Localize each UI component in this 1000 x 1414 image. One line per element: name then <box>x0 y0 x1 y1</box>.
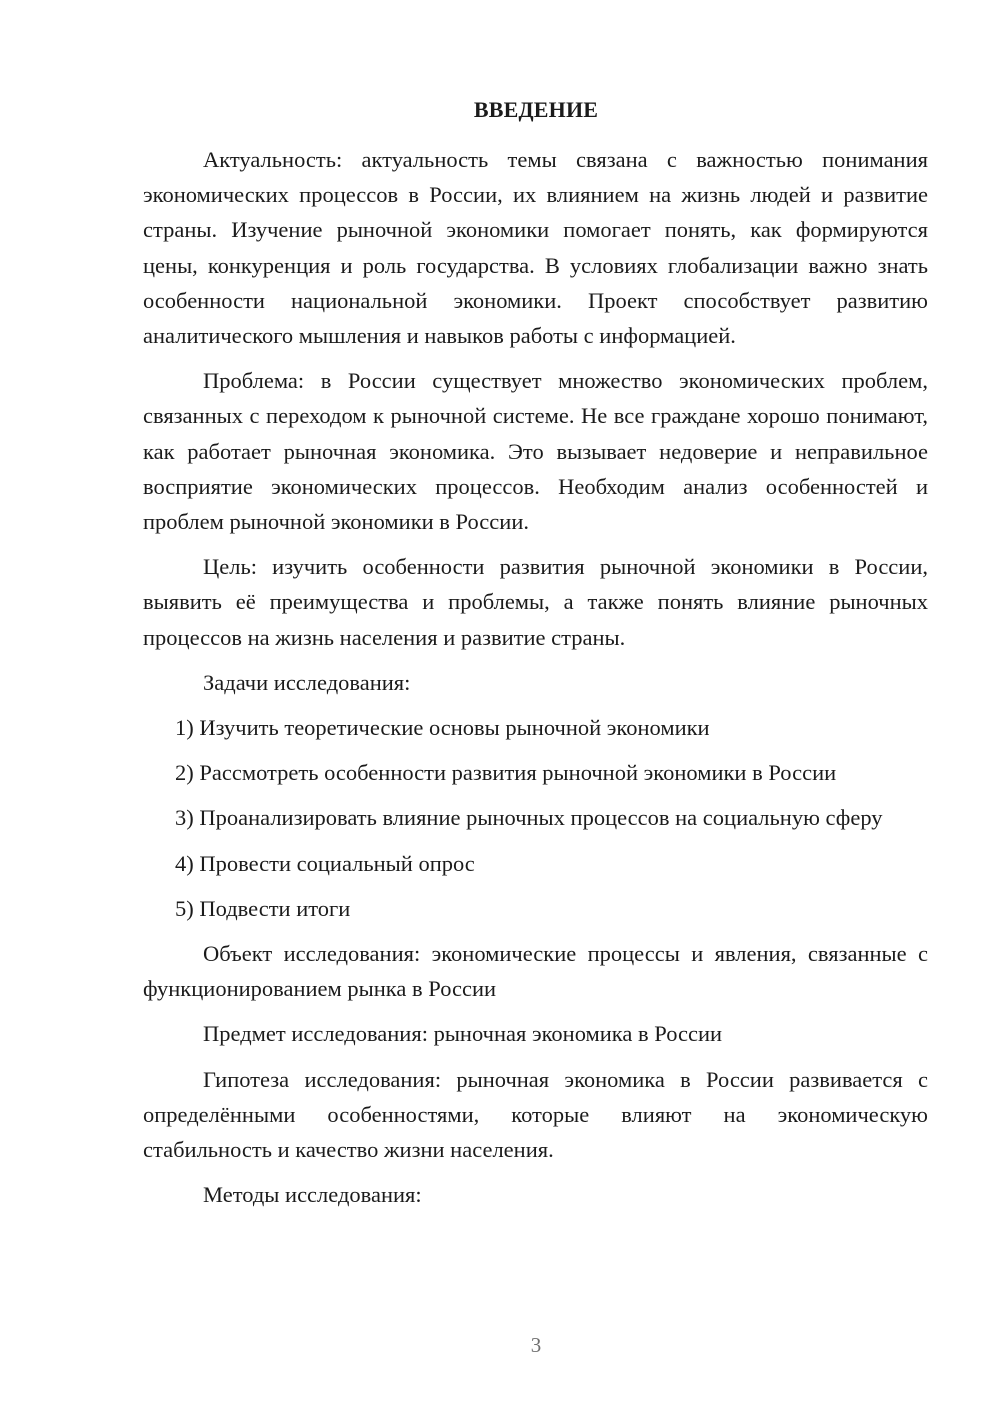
task-item: 2) Рассмотреть особенности развития рыночной экономики в России <box>175 760 837 786</box>
task-item: 4) Провести социальный опрос <box>175 850 475 876</box>
task-item: 5) Подвести итоги <box>175 895 351 921</box>
paragraph-relevance: Актуальность: актуальность темы связана с важностью понимания экономических процессов в России, их влиянием на жизнь людей и развитие страны. Изучение рыночной экономики помогает понять, как формируются цены, конкуренция и роль государства. В условиях глобализации важно знать особенности национальной экономики. Проект способствует развитию аналитического мышления и навыков работы с информацией. <box>143 147 928 349</box>
task-item: 3) Проанализировать влияние рыночных процессов на социальную сферу <box>175 805 883 831</box>
paragraph-methods: Методы исследования: <box>203 1182 422 1208</box>
paragraph-object: Объект исследования: экономические процессы и явления, связанные с функционированием рынка в России <box>143 941 928 1002</box>
page-title: ВВЕДЕНИЕ <box>473 97 599 122</box>
paragraph-goal: Цель: изучить особенности развития рыночной экономики в России, выявить её преимущества и проблемы, а также понять влияние рыночных процессов на жизнь населения и развитие страны. <box>143 554 928 650</box>
paragraph-hypothesis: Гипотеза исследования: рыночная экономика в России развивается с определёнными особенностями, которые влияют на экономическую стабильность и качество жизни населения. <box>143 1066 928 1163</box>
page-number: 3 <box>530 1333 542 1357</box>
document-body <box>143 142 928 1222</box>
paragraph-problem: Проблема: в России существует множество экономических проблем, связанных с переходом к рыночной системе. Не все граждане хорошо понимают, как работает рыночная экономика. Это вызывает недоверие и неправильное восприятие экономических процессов. Необходим анализ особенностей и проблем рыночной экономики в России. <box>143 368 928 535</box>
task-item: 1) Изучить теоретические основы рыночной экономики <box>175 715 710 741</box>
paragraph-tasks-heading: Задачи исследования: <box>203 669 411 695</box>
paragraph-subject: Предмет исследования: рыночная экономика в России <box>203 1021 723 1047</box>
